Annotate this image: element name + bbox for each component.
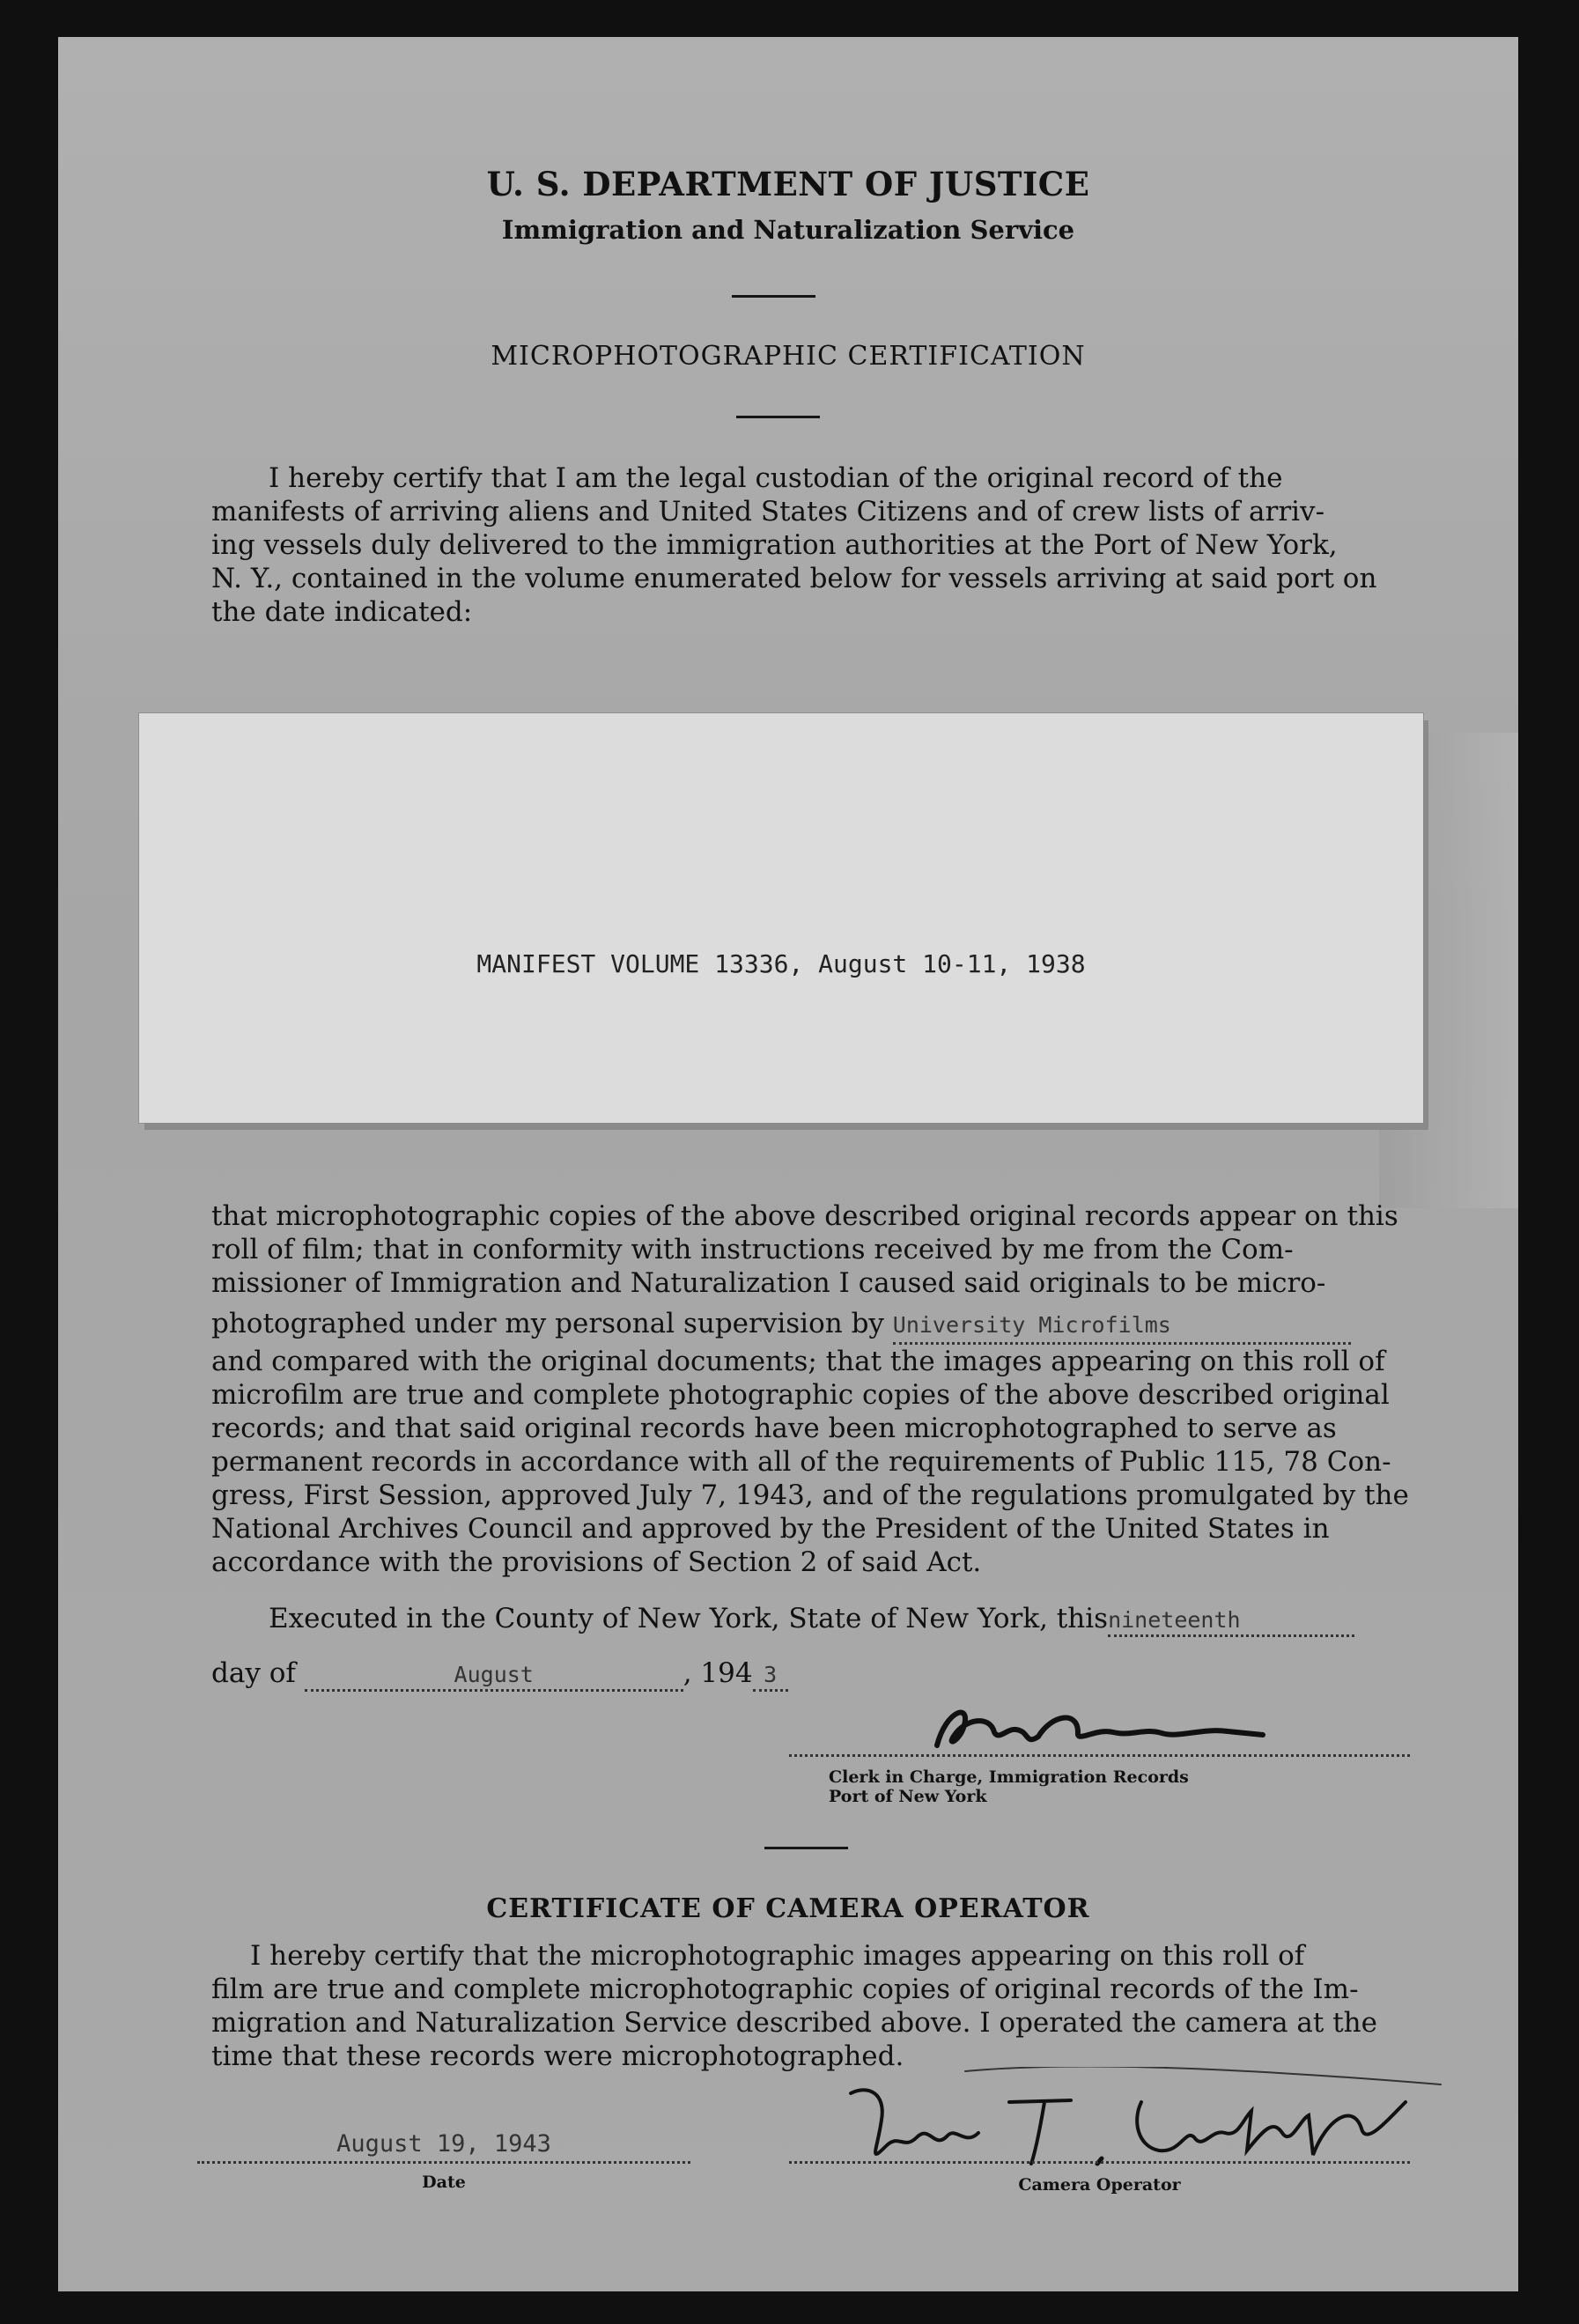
paragraph-line: ing vessels duly delivered to the immigration authorities at the Port of New York,: [211, 529, 1338, 561]
certification-title: MICROPHOTOGRAPHIC CERTIFICATION: [491, 341, 1086, 372]
year-label: , 194: [683, 1657, 753, 1689]
photographed-by-field: [893, 1307, 1351, 1345]
day-of-line: [211, 1657, 916, 1692]
paragraph-line: migration and Naturalization Service described above. I operated the camera at the: [211, 2007, 1377, 2039]
date-caption: Date: [422, 2173, 466, 2192]
camera-operator-caption: Camera Operator: [1018, 2175, 1181, 2195]
paragraph-line: microfilm are true and complete photographic copies of the above described original: [211, 1379, 1390, 1411]
paragraph-line: roll of film; that in conformity with instructions received by me from the Com-: [211, 1234, 1294, 1265]
volume-slip-text: MANIFEST VOLUME 13336, August 10-11, 1938: [476, 949, 1086, 978]
day-of-label: day of: [211, 1657, 296, 1689]
paragraph-line: the date indicated:: [211, 596, 473, 628]
paragraph-line: I hereby certify that I am the legal custodian of the original record of the: [269, 462, 1283, 494]
date-value: August 19, 1943: [336, 2130, 551, 2158]
divider: [764, 1847, 848, 1849]
year-field: [753, 1657, 788, 1692]
camera-operator-line: [789, 2161, 1410, 2164]
microfilm-paragraph: [211, 1199, 1409, 1579]
paragraph-line: missioner of Immigration and Naturalization I caused said originals to be micro-: [211, 1267, 1326, 1299]
executed-day-value: nineteenth: [1108, 1607, 1241, 1633]
paragraph-line: time that these records were microphotographed.: [211, 2040, 904, 2072]
clerk-signature: [911, 1693, 1280, 1763]
divider: [736, 416, 820, 418]
paragraph-line: and compared with the original documents; that the images appearing on this roll of: [211, 1346, 1385, 1377]
month-value: August: [454, 1662, 534, 1687]
paragraph-line: film are true and complete microphotographic copies of original records of the Im-: [211, 1974, 1359, 2005]
executed-line: [211, 1603, 1409, 1637]
clerk-caption-line: Clerk in Charge, Immigration Records: [829, 1767, 1189, 1787]
paragraph-line: accordance with the provisions of Section 2 of said Act.: [211, 1546, 982, 1578]
paragraph-line: that microphotographic copies of the above described original records appear on this: [211, 1200, 1398, 1232]
year-value: 3: [764, 1662, 778, 1687]
photographed-by-value: University Microfilms: [892, 1312, 1171, 1338]
executed-label: Executed in the County of New York, State of New York, this: [269, 1603, 1109, 1634]
clerk-signature-line: [789, 1754, 1410, 1757]
certificate-sheet: [58, 37, 1518, 2291]
custodian-paragraph: [211, 461, 1409, 629]
paragraph-line: I hereby certify that the microphotographic images appearing on this roll of: [250, 1940, 1305, 1972]
department-title: U. S. DEPARTMENT OF JUSTICE: [486, 165, 1090, 203]
date-value-wrap: [197, 2130, 690, 2158]
camera-operator-signature: [833, 2067, 1450, 2181]
service-subtitle: Immigration and Naturalization Service: [501, 215, 1075, 245]
paragraph-line: permanent records in accordance with all of the requirements of Public 115, 78 Con-: [211, 1446, 1391, 1478]
paragraph-line: N. Y., contained in the volume enumerated below for vessels arriving at said port on: [211, 563, 1377, 594]
clerk-caption-line: Port of New York: [829, 1787, 987, 1806]
camera-operator-paragraph: [211, 1939, 1409, 2073]
paragraph-line: National Archives Council and approved by the President of the United States in: [211, 1513, 1330, 1545]
clerk-caption: [829, 1767, 1189, 1806]
paragraph-line: gress, First Session, approved July 7, 1943, and of the regulations promulgated by the: [211, 1479, 1409, 1511]
divider: [732, 295, 815, 298]
paragraph-line: manifests of arriving aliens and United States Citizens and of crew lists of arriv-: [211, 496, 1325, 528]
date-line: [197, 2161, 690, 2164]
photographed-by-label: photographed under my personal supervision by: [211, 1308, 884, 1339]
paragraph-line: records; and that said original records have been microphotographed to serve as: [211, 1413, 1337, 1444]
volume-slip: [139, 713, 1423, 1123]
executed-day-field: [1108, 1603, 1354, 1637]
photographed-by-line: [211, 1307, 1409, 1345]
month-field: [305, 1657, 683, 1692]
camera-operator-title: CERTIFICATE OF CAMERA OPERATOR: [486, 1893, 1090, 1924]
